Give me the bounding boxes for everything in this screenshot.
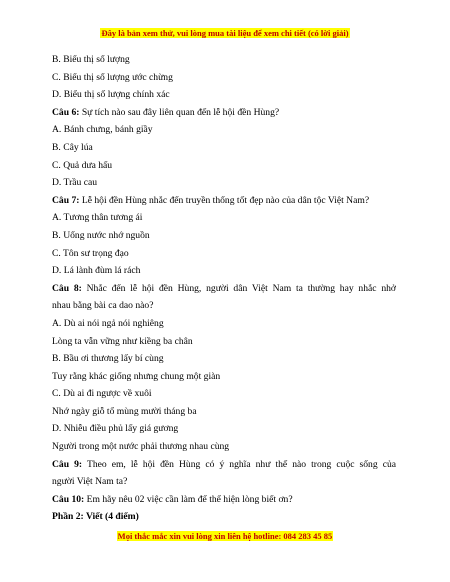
answer-option: B. Uống nước nhớ nguồn [52, 229, 150, 241]
verse-line: Người trong một nước phải thương nhau cùng [52, 441, 230, 453]
question-text: Nhắc đến lễ hội đền Hùng, người dân Việt Nam ta thường hay nhắc nhở [81, 282, 396, 294]
question-label: Câu 6: [52, 106, 80, 118]
question-text: Sự tích nào sau đây liên quan đến lễ hội đền Hùng? [79, 106, 280, 118]
question-9 [52, 456, 396, 474]
question-text-continued: người Việt Nam ta? [52, 476, 128, 488]
section-heading: Phần 2: Viết (4 điểm) [52, 511, 139, 523]
question-10 [52, 491, 396, 509]
question-7 [52, 192, 396, 210]
hotline-banner-text: Mọi thắc mắc xin vui lòng xin liên hệ hotline: 084 283 45 85 [117, 531, 333, 541]
answer-option: C. Quả dưa hấu [52, 159, 113, 171]
answer-option: D. Nhiễu điều phủ lấy giá gương [52, 423, 179, 435]
answer-option: A. Tương thân tương ái [52, 212, 143, 224]
question-label: Câu 9: [52, 458, 83, 470]
answer-option: A. Bánh chưng, bánh giầy [52, 124, 153, 136]
answer-option: C. Tôn sư trọng đạo [52, 247, 129, 259]
question-text: Lễ hội đền Hùng nhắc đến truyền thống tốt đẹp nào của dân tộc Việt Nam? [79, 194, 370, 206]
hotline-banner [0, 531, 450, 542]
verse-line: Tuy rằng khác giống nhưng chung một giàn [52, 370, 221, 382]
answer-option: B. Biểu thị số lượng [52, 54, 130, 65]
verse-line: Lòng ta vẫn vững như kiềng ba chân [52, 335, 193, 347]
question-8 [52, 280, 396, 298]
answer-option: B. Bầu ơi thương lấy bí cùng [52, 353, 164, 365]
question-text-continued: nhau bằng bài ca dao nào? [52, 300, 154, 312]
question-label: Câu 10: [52, 493, 85, 505]
answer-option: A. Dù ai nói ngả nói nghiêng [52, 317, 164, 329]
document-body [52, 51, 396, 526]
answer-option: D. Trầu cau [52, 177, 98, 189]
answer-option: D. Biểu thị số lượng chính xác [52, 89, 170, 101]
preview-banner-text: Đây là bản xem thử, vui lòng mua tài liệu để xem chi tiết (có lời giải) [101, 28, 349, 38]
answer-option: C. Dù ai đi ngược về xuôi [52, 388, 152, 400]
answer-option: C. Biểu thị số lượng ước chừng [52, 71, 173, 83]
question-label: Câu 7: [52, 194, 80, 206]
answer-option: B. Cây lúa [52, 141, 93, 153]
question-text: Em hãy nêu 02 việc cần làm để thể hiện lòng biết ơn? [84, 493, 293, 505]
preview-banner [0, 28, 450, 39]
question-text: Theo em, lễ hội đền Hùng có ý nghĩa như thế nào trong cuộc sống của [82, 458, 397, 470]
question-6 [52, 104, 396, 122]
answer-option: D. Lá lành đùm lá rách [52, 265, 141, 277]
verse-line: Nhớ ngày giỗ tổ mùng mười tháng ba [52, 405, 197, 417]
question-label: Câu 8: [52, 282, 82, 294]
